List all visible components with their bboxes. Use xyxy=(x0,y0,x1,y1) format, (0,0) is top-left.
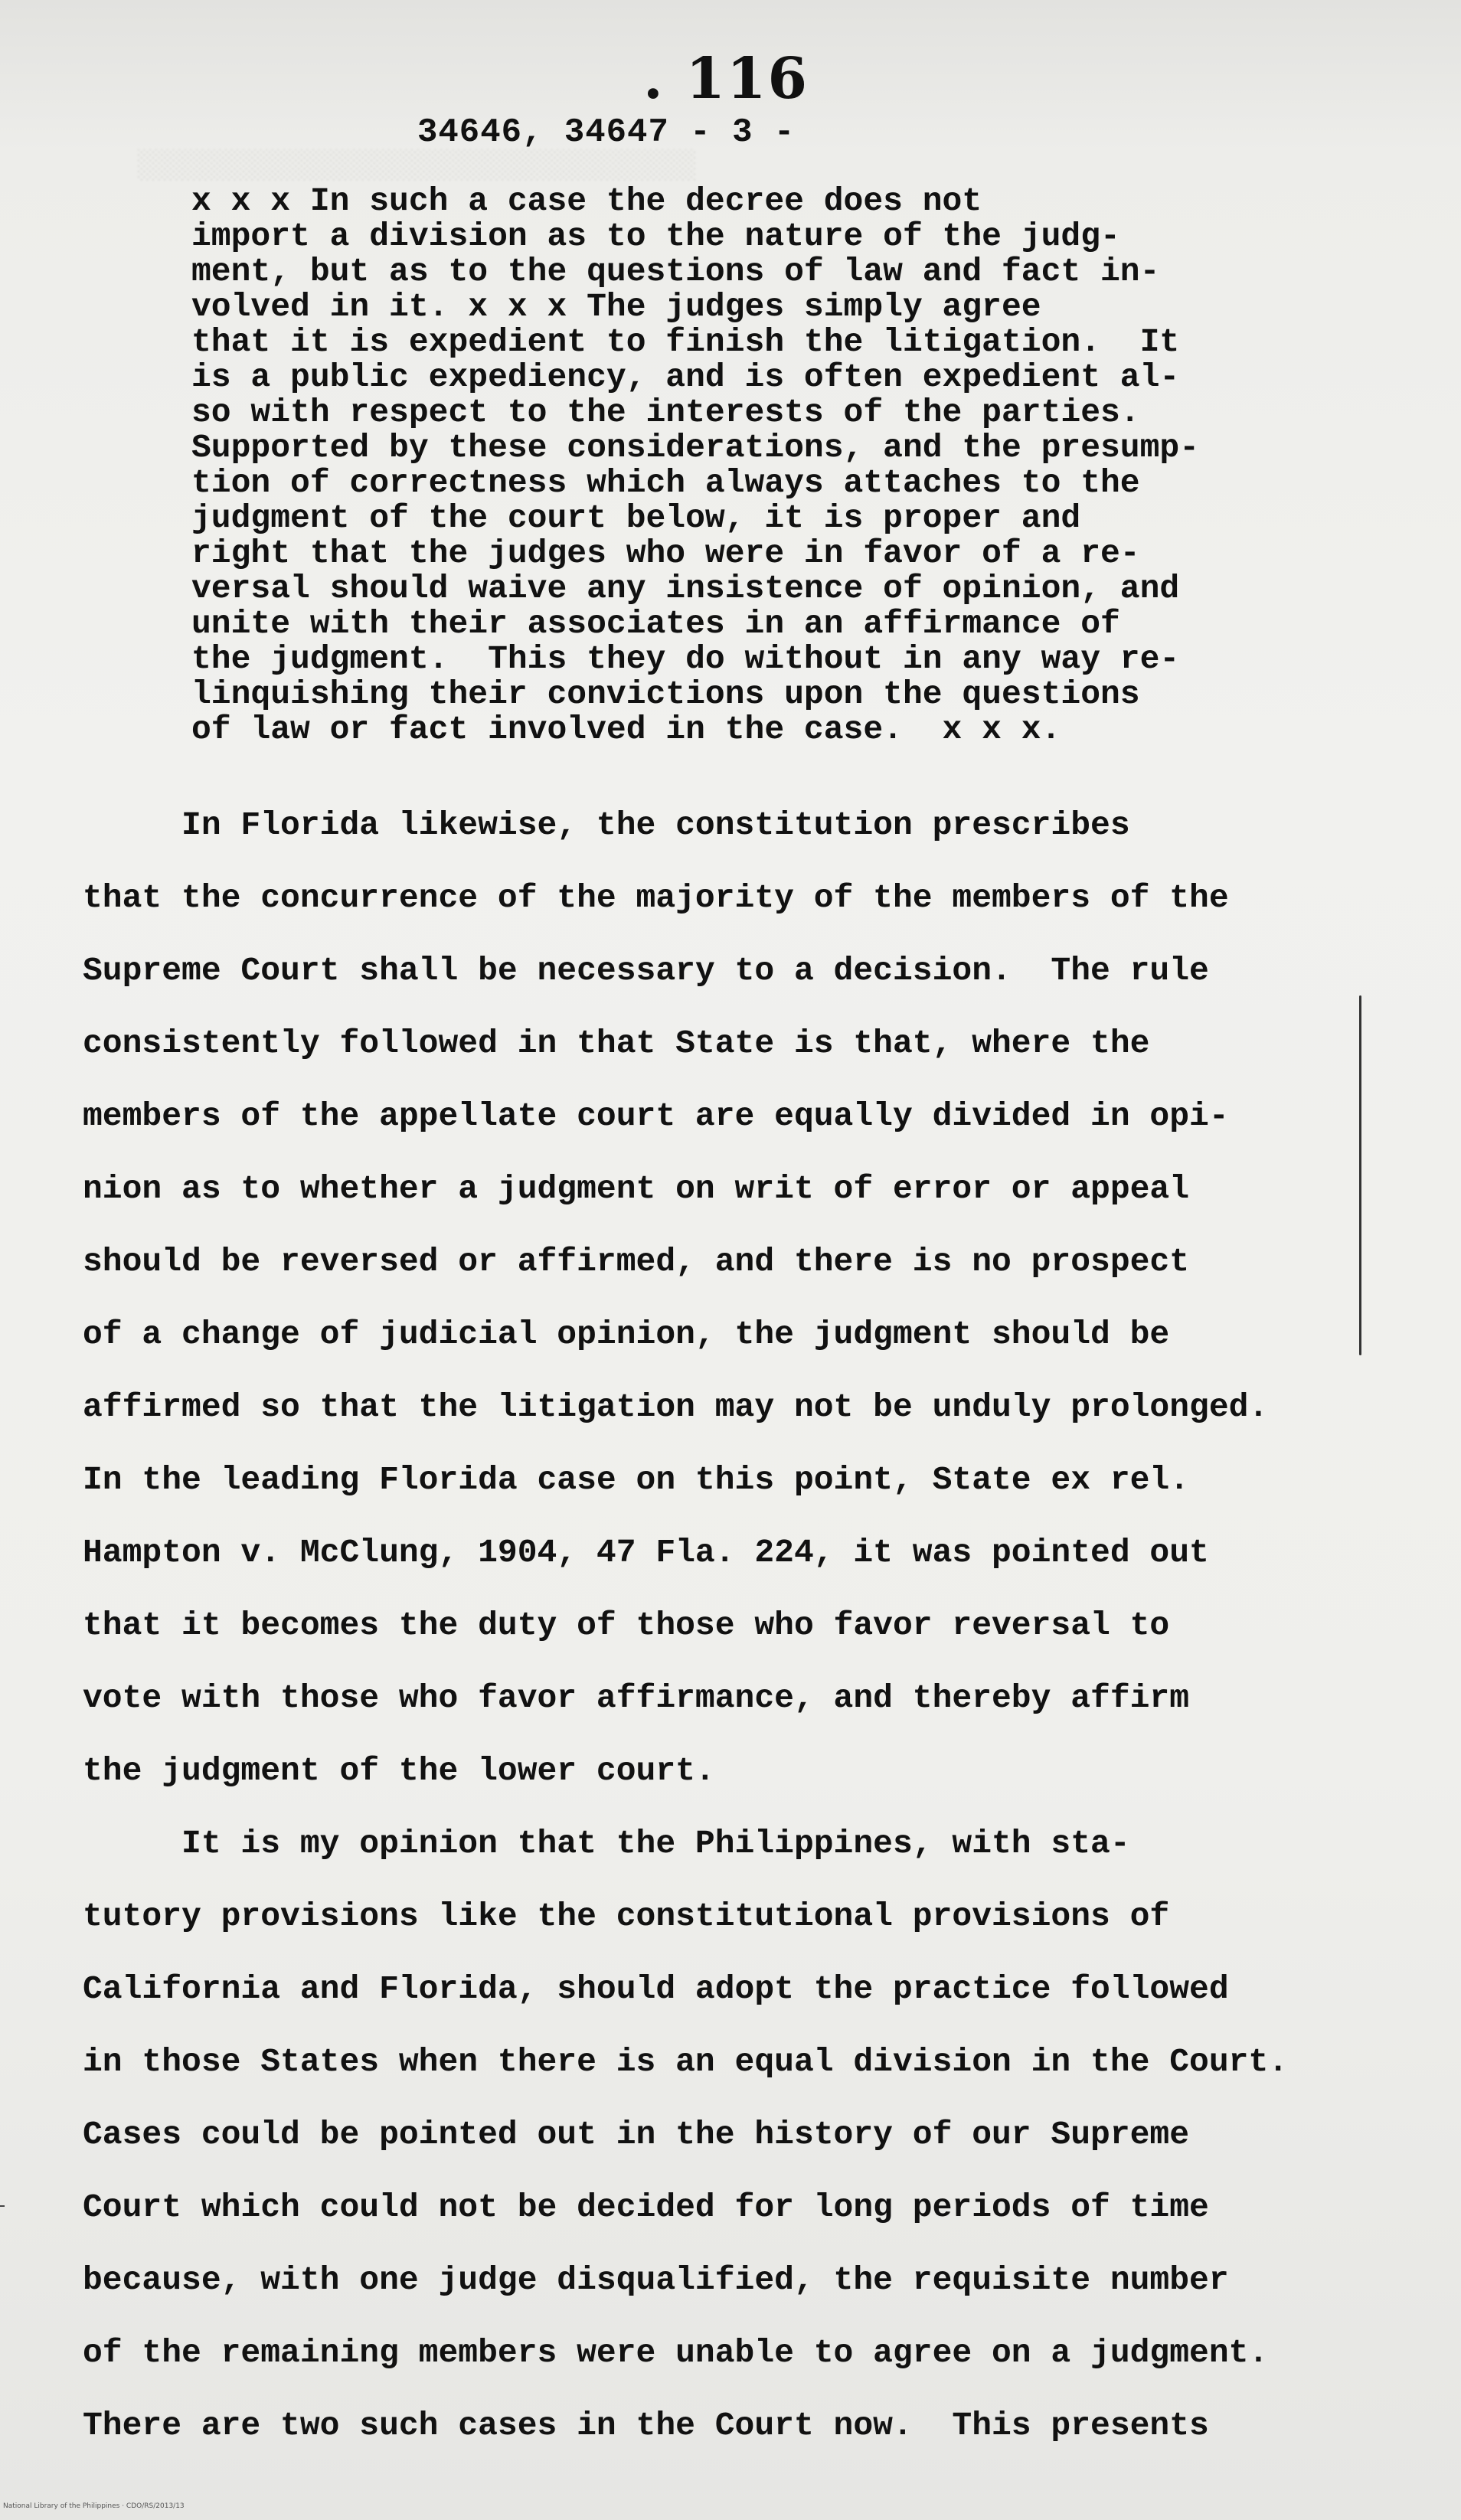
quote-line: so with respect to the interests of the parties. xyxy=(191,395,1140,430)
quote-line: is a public expediency, and is often expedient al- xyxy=(191,360,1180,395)
quote-line: the judgment. This they do without in any way re- xyxy=(191,642,1180,677)
body-line: of the remaining members were unable to agree on a judgment. xyxy=(83,2334,1269,2371)
body-line: Supreme Court shall be necessary to a decision. The rule xyxy=(83,952,1209,989)
bleed-through-1: ░░░░░░░░░░░░░░░░░░░░░░░░░░░░░░░░ xyxy=(138,149,697,182)
body-line: should be reversed or affirmed, and there is no prospect xyxy=(83,1243,1190,1280)
body-line: in those States when there is an equal division in the Court. xyxy=(83,2043,1289,2080)
body-line: consistently followed in that State is that, where the xyxy=(83,1025,1150,1062)
quote-line: x x x In such a case the decree does not xyxy=(191,184,982,219)
archive-footer-tag: National Library of the Philippines · CDO/RS/2013/13 xyxy=(3,2502,185,2510)
quote-line: volved in it. x x x The judges simply agree xyxy=(191,289,1041,325)
quote-line: of law or fact involved in the case. x x x. xyxy=(191,712,1061,747)
case-number-header: 34646, 34647 - 3 - xyxy=(417,113,796,152)
body-line: In Florida likewise, the constitution prescribes xyxy=(83,806,1130,844)
body-line: that the concurrence of the majority of the members of the xyxy=(83,879,1229,917)
block-quote xyxy=(191,184,1309,747)
body-line: Cases could be pointed out in the history of our Supreme xyxy=(83,2116,1190,2153)
body-line: Court which could not be decided for long periods of time xyxy=(83,2188,1209,2226)
margin-tick-mark xyxy=(0,2205,5,2207)
quote-line: that it is expedient to finish the litigation. It xyxy=(191,325,1180,360)
page-number-handwritten: . 116 xyxy=(643,46,809,112)
body-line: members of the appellate court are equally divided in opi- xyxy=(83,1097,1229,1135)
body-line: vote with those who favor affirmance, and thereby affirm xyxy=(83,1679,1190,1717)
body-line: Hampton v. McClung, 1904, 47 Fla. 224, it was pointed out xyxy=(83,1534,1209,1571)
quote-line: Supported by these considerations, and the presump- xyxy=(191,430,1200,466)
quote-line: import a division as to the nature of the judg- xyxy=(191,219,1120,254)
body-line: because, with one judge disqualified, the requisite number xyxy=(83,2261,1229,2299)
body-line: tutory provisions like the constitutional provisions of xyxy=(83,1897,1170,1935)
body-line: that it becomes the duty of those who favor reversal to xyxy=(83,1606,1170,1644)
quote-line: right that the judges who were in favor of a re- xyxy=(191,536,1140,571)
body-line: nion as to whether a judgment on writ of error or appeal xyxy=(83,1170,1190,1208)
body-line: affirmed so that the litigation may not be unduly prolonged. xyxy=(83,1388,1269,1426)
quote-line: tion of correctness which always attaches to the xyxy=(191,466,1140,501)
body-line: There are two such cases in the Court now. This presents xyxy=(83,2407,1209,2444)
body-paragraphs xyxy=(83,789,1384,2462)
quote-line: linquishing their convictions upon the questions xyxy=(191,677,1140,712)
quote-line: versal should waive any insistence of opinion, and xyxy=(191,571,1180,606)
margin-bracket-mark xyxy=(1359,995,1361,1355)
body-line: California and Florida, should adopt the practice followed xyxy=(83,1970,1229,2008)
body-line: In the leading Florida case on this point, State ex rel. xyxy=(83,1461,1190,1499)
body-line: the judgment of the lower court. xyxy=(83,1752,715,1789)
body-line: It is my opinion that the Philippines, with sta- xyxy=(83,1825,1130,1862)
body-line: of a change of judicial opinion, the judgment should be xyxy=(83,1316,1170,1353)
quote-line: ment, but as to the questions of law and fact in- xyxy=(191,254,1160,289)
quote-line: unite with their associates in an affirmance of xyxy=(191,606,1120,642)
quote-line: judgment of the court below, it is proper and xyxy=(191,501,1081,536)
